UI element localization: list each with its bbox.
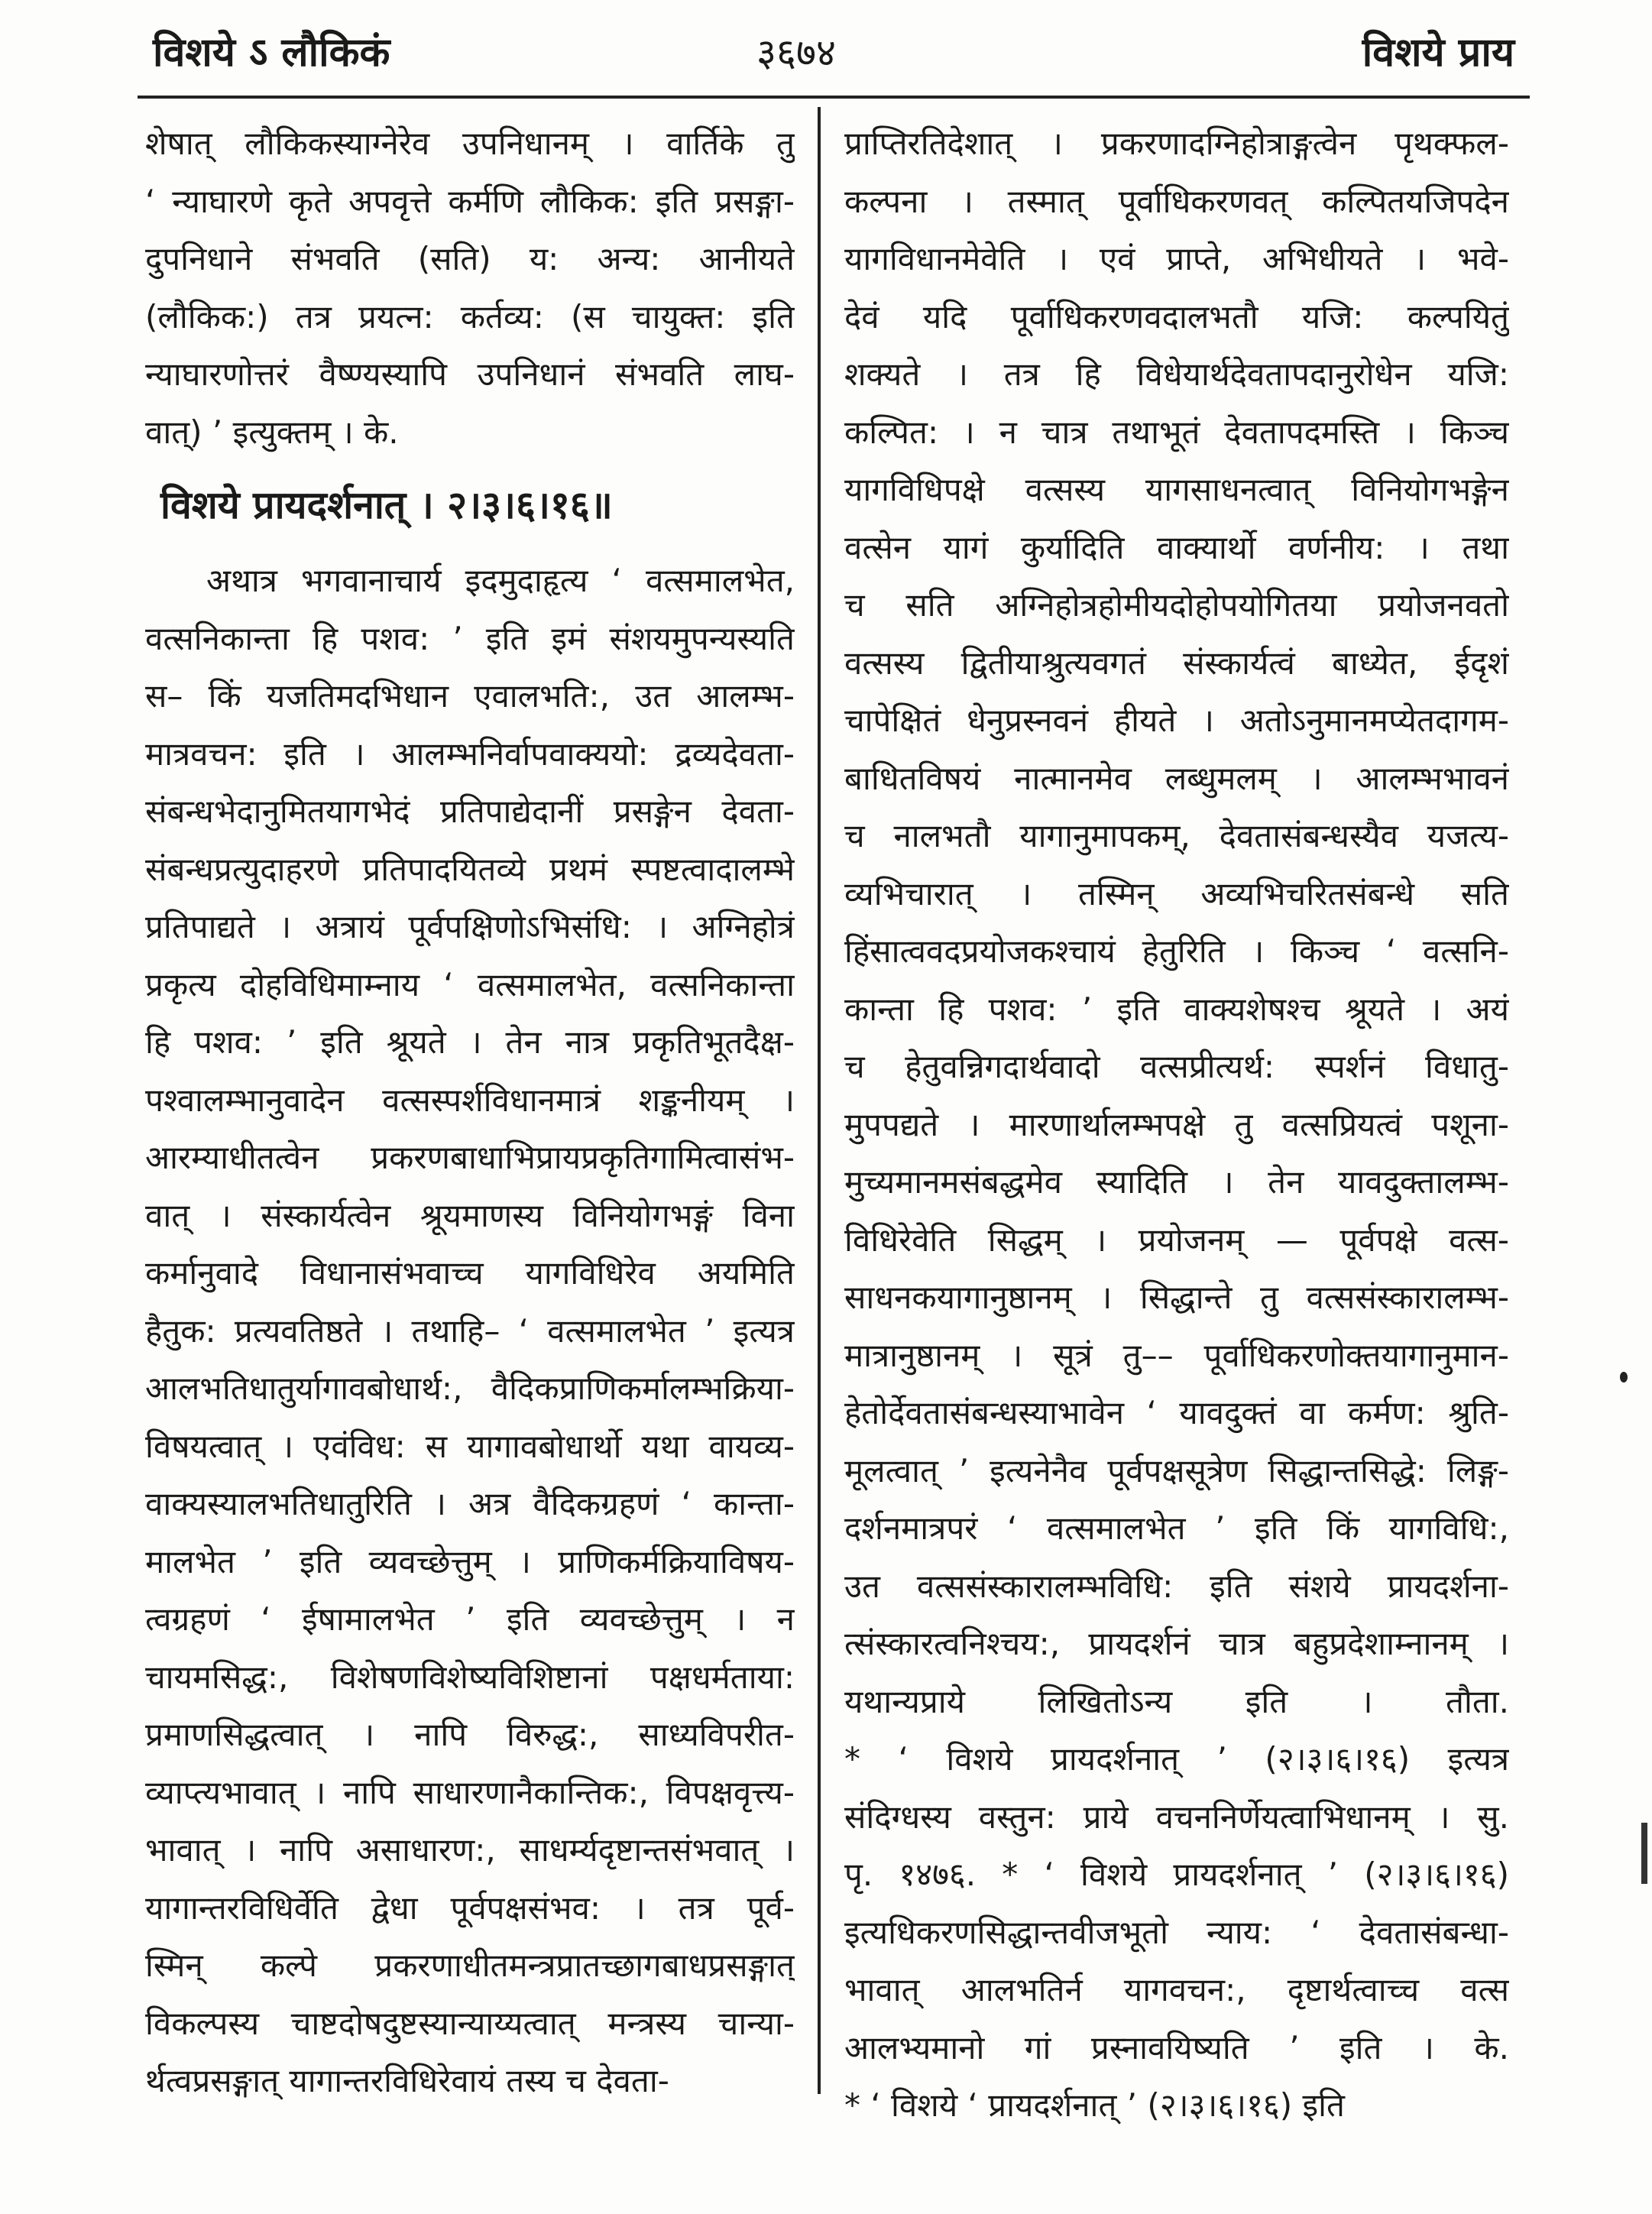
text-line: दुपनिधाने संभवति (सति) य: अन्य: आनीयते bbox=[145, 240, 795, 277]
text-line: शेषात् लौकिकस्याग्नेरेव उपनिधानम् । वार्तिके तु bbox=[145, 125, 795, 162]
text-line: बाधितविषयं नात्मानमेव लब्धुमलम् । आलम्भभावनं bbox=[844, 759, 1509, 797]
text-line: मूलत्वात् ’ इत्यनेनैव पूर्वपक्षसूत्रेण सिद्धान्तसिद्धे: लिङ्ग- bbox=[844, 1451, 1509, 1490]
text-line: * ‘ विशये ‘ प्रायदर्शनात् ’ (२।३।६।१६) इति bbox=[844, 2086, 1345, 2124]
text-line: न्याघारणोत्तरं वैष्ण्यस्यापि उपनिधानं संभवति लाघ- bbox=[145, 355, 795, 393]
text-line: च नालभतौ यागानुमापकम्, देवतासंबन्धस्यैव यजत्य- bbox=[844, 817, 1509, 854]
text-line: त्संस्कारत्वनिश्चय:, प्रायदर्शनं चात्र बहुप्रदेशाम्नानम् । bbox=[844, 1625, 1509, 1662]
text-line: विषयत्वात् । एवंविध: स यागावबोधार्थो यथा वायव्य- bbox=[145, 1427, 795, 1465]
text-line: कल्पना । तस्मात् पूर्वाधिकरणवत् कल्पितयजिपदेन bbox=[844, 182, 1509, 220]
text-line: वात्) ’ इत्युक्तम् । के. bbox=[145, 413, 399, 451]
text-line: कर्मानुवादे विधानासंभवाच्च यागविधिरेव अयमिति bbox=[145, 1254, 795, 1292]
text-line: विकल्पस्य चाष्टदोषदुष्टस्यान्याय्यत्वात् मन्त्रस्य चान्या- bbox=[145, 2004, 795, 2042]
text-line: हैतुक: प्रत्यवतिष्ठते । तथाहि– ‘ वत्समालभेत ’ इत्यत्र bbox=[145, 1311, 795, 1350]
text-line: त्वग्रहणं ‘ ईषामालभेत ’ इति व्यवच्छेत्तुम् । न bbox=[145, 1600, 795, 1638]
text-line: संदिग्धस्य वस्तुन: प्राये वचननिर्णेयत्वाभिधानम् । सु. bbox=[844, 1797, 1509, 1836]
text-line: व्याप्त्यभावात् । नापि साधारणानैकान्तिक:, विपक्षवृत्त्य- bbox=[145, 1773, 795, 1811]
text-line: च सति अग्निहोत्रहोमीयदोहोपयोगितया प्रयोजनवतो bbox=[844, 586, 1509, 624]
text-line: * ‘ विशये प्रायदर्शनात् ’ (२।३।६।१६) इत्यत्र bbox=[844, 1740, 1509, 1778]
text-line: प्रतिपाद्यते । अत्रायं पूर्वपक्षिणोऽभिसंधि: । अग्निहोत्रं bbox=[145, 908, 795, 945]
text-line: ‘ न्याघारणे कृते अपवृत्ते कर्मणि लौकिक: इति प्रसङ्गा- bbox=[145, 182, 795, 220]
text-line: दर्शनमात्रपरं ‘ वत्समालभेत ’ इति किं यागविधि:, bbox=[844, 1509, 1509, 1547]
text-line: कान्ता हि पशव: ’ इति वाक्यशेषश्च श्रूयते । अयं bbox=[844, 990, 1509, 1028]
text-line: आरम्याधीतत्वेन प्रकरणबाधाभिप्रायप्रकृतिगामित्वासंभ- bbox=[145, 1139, 795, 1176]
entry-heading: विशये प्रायदर्शनात् । २।३।६।१६॥ bbox=[160, 483, 613, 527]
page-number: ३६७४ bbox=[756, 31, 836, 75]
text-line: शक्यते । तत्र हि विधेयार्थदेवतापदानुरोधेन यजि: bbox=[844, 355, 1509, 393]
header-left-headword: विशये ऽ लौकिकं bbox=[153, 30, 390, 76]
text-line: प्रमाणसिद्धत्वात् । नापि विरुद्ध:, साध्यविपरीत- bbox=[145, 1716, 795, 1753]
text-line: यागविधिपक्षे वत्सस्य यागसाधनत्वात् विनियोगभङ्गेन bbox=[844, 471, 1509, 508]
left-column-intro bbox=[145, 115, 795, 461]
text-line: इत्यधिकरणसिद्धान्तवीजभूतो न्याय: ‘ देवतासंबन्धा- bbox=[844, 1913, 1509, 1951]
text-line: मुपपद्यते । मारणार्थालम्भपक्षे तु वत्सप्रियत्वं पशूना- bbox=[844, 1105, 1509, 1143]
text-line: स्मिन् कल्पे प्रकरणाधीतमन्त्रप्रातच्छागबाधप्रसङ्गात् bbox=[145, 1947, 795, 1984]
left-column-body bbox=[145, 552, 795, 2110]
text-line: हि पशव: ’ इति श्रूयते । तेन नात्र प्रकृतिभूतदैक्ष- bbox=[145, 1023, 795, 1061]
text-line: स– किं यजतिमदभिधान एवालभति:, उत आलम्भ- bbox=[145, 677, 795, 715]
text-line: भावात् आलभतिर्न यागवचन:, दृष्टार्थत्वाच्च वत्स bbox=[844, 1971, 1509, 2008]
header-rule bbox=[138, 96, 1530, 99]
text-line: मालभेत ’ इति व्यवच्छेत्तुम् । प्राणिकर्मक्रियाविषय- bbox=[145, 1542, 795, 1580]
text-line: आलभ्यमानो गां प्रस्नावयिष्यति ’ इति । के. bbox=[844, 2028, 1509, 2067]
right-column bbox=[844, 115, 1509, 2135]
text-line: उत वत्ससंस्कारालम्भविधि: इति संशये प्रायदर्शना- bbox=[844, 1567, 1509, 1605]
text-line: यागान्तरविधिर्वेति द्वेधा पूर्वपक्षसंभव: । तत्र पूर्व- bbox=[145, 1888, 795, 1927]
text-line: अथात्र भगवानाचार्य इदमुदाहृत्य ‘ वत्समालभेत, bbox=[206, 562, 795, 599]
text-line: मात्रानुष्ठानम् । सूत्रं तु–– पूर्वाधिकरणोक्तयागानुमान- bbox=[844, 1336, 1509, 1374]
text-line: संबन्धप्रत्युदाहरणे प्रतिपादयितव्ये प्रथमं स्पष्टत्वादालम्भे bbox=[145, 850, 795, 888]
column-divider bbox=[818, 107, 821, 2094]
text-line: वत्सेन यागं कुर्यादिति वाक्यार्थो वर्णनीय: । तथा bbox=[844, 528, 1509, 566]
left-column bbox=[145, 115, 795, 2110]
text-line: पश्वालम्भानुवादेन वत्सस्पर्शविधानमात्रं शङ्कनीयम् । bbox=[145, 1081, 795, 1119]
header-right-headword: विशये प्राय bbox=[1362, 30, 1514, 76]
text-line: वाक्यस्यालभतिधातुरिति । अत्र वैदिकग्रहणं ‘ कान्ता- bbox=[145, 1485, 795, 1522]
text-line: मुच्यमानमसंबद्धमेव स्यादिति । तेन यावदुक्तालम्भ- bbox=[844, 1163, 1509, 1201]
text-line: प्राप्तिरतिदेशात् । प्रकरणादग्निहोत्राङ्गत्वेन पृथक्फल- bbox=[844, 125, 1509, 162]
text-line: वत्सस्य द्वितीयाश्रुत्यवगतं संस्कार्यत्वं बाध्येत, ईदृशं bbox=[844, 643, 1509, 682]
text-line: कल्पित: । न चात्र तथाभूतं देवतापदमस्ति । किञ्च bbox=[844, 413, 1509, 451]
text-line: व्यभिचारात् । तस्मिन् अव्यभिचरितसंबन्धे सति bbox=[844, 874, 1509, 913]
text-line: हिंसात्ववदप्रयोजकश्चायं हेतुरिति । किञ्च ‘ वत्सनि- bbox=[844, 932, 1509, 970]
text-line: भावात् । नापि असाधारण:, साधर्म्यदृष्टान्तसंभवात् । bbox=[145, 1831, 795, 1869]
text-line: साधनकयागानुष्ठानम् । सिद्धान्ते तु वत्ससंस्कारालम्भ- bbox=[844, 1279, 1509, 1316]
right-column-body bbox=[844, 115, 1509, 2135]
text-line: हेतोर्देवतासंबन्धस्याभावेन ‘ यावदुक्तं वा कर्मण: श्रुति- bbox=[844, 1394, 1509, 1431]
text-line: र्थत्वप्रसङ्गात् यागान्तरविधिरेवायं तस्य च देवता- bbox=[145, 2062, 669, 2099]
text-line: (लौकिक:) तत्र प्रयत्न: कर्तव्य: (स चायुक्त: इति bbox=[145, 297, 795, 336]
text-line: विधिरेवेति सिद्धम् । प्रयोजनम् — पूर्वपक्षे वत्स- bbox=[844, 1220, 1509, 1259]
text-line: वत्सनिकान्ता हि पशव: ’ इति इमं संशयमुपन्यस्यति bbox=[145, 619, 795, 657]
text-line: प्रकृत्य दोहविधिमाम्नाय ‘ वत्समालभेत, वत्सनिकान्ता bbox=[145, 965, 795, 1003]
text-line: मात्रवचन: इति । आलम्भनिर्वापवाक्ययो: द्रव्यदेवता- bbox=[145, 734, 795, 773]
text-line: यागविधानमेवेति । एवं प्राप्ते, अभिधीयते । भवे- bbox=[844, 240, 1509, 277]
text-line: पृ. १४७६. * ‘ विशये प्रायदर्शनात् ’ (२।३।६।१६) bbox=[844, 1856, 1509, 1893]
margin-mark bbox=[1620, 1372, 1628, 1383]
text-line: च हेतुवन्निगदार्थवादो वत्सप्रीत्यर्थ: स्पर्शनं विधातु- bbox=[844, 1048, 1509, 1085]
text-line: चायमसिद्ध:, विशेषणविशेष्यविशिष्टानां पक्षधर्मताया: bbox=[145, 1658, 795, 1696]
text-line: यथान्यप्राये लिखितोऽन्य इति । तौता. bbox=[844, 1682, 1509, 1720]
text-line: वात् । संस्कार्यत्वेन श्रूयमाणस्य विनियोगभङ्गं विना bbox=[145, 1196, 795, 1234]
text-line: चापेक्षितं धेनुप्रस्नवनं हीयते । अतोऽनुमानमप्येतदागम- bbox=[844, 702, 1509, 739]
text-line: देवं यदि पूर्वाधिकरणवदालभतौ यजि: कल्पयितुं bbox=[844, 297, 1509, 336]
text-line: आलभतिधातुर्यागावबोधार्थ:, वैदिकप्राणिकर्मालम्भक्रिया- bbox=[145, 1370, 795, 1407]
text-line: संबन्धभेदानुमितयागभेदं प्रतिपाद्येदानीं प्रसङ्गेन देवता- bbox=[145, 793, 795, 830]
page-edge-mark bbox=[1641, 1823, 1647, 1884]
